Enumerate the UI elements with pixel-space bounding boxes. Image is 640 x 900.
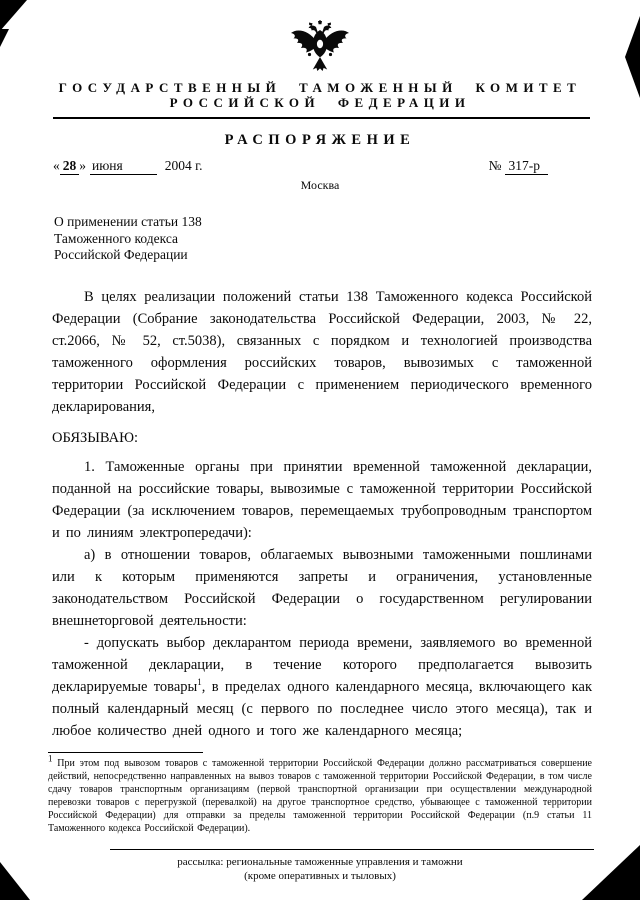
paragraph-dash-text-pre: - допускать выбор декларантом периода времени, заявляемого во временной таможенной декларации, в течение которого предполагается вывозить декларируемые товары xyxy=(52,634,592,695)
date-open-quote: « xyxy=(53,158,60,173)
footnote-body: При этом под вывозом товаров с таможенной территории Российской Федерации должно рассматриваться совершение действий, непосредственно направленных на вывоз товаров с таможенной территории Российской Федерации, в том числе сдачу товаров транспортным организациям (первой транспортной организации при осуществлении международной перевозки товаров с перегрузкой (перевалкой) на другое транспортное средство, убывающее с таможенной территории Российской Федерации) для отправки за пределы таможенной территории Российской Федерации (п.9 статьи 11 Таможенного кодекса Российской Федерации). xyxy=(48,758,592,834)
footnote-block xyxy=(48,752,592,835)
coat-of-arms-icon xyxy=(289,20,351,74)
date-field xyxy=(53,158,203,177)
number-value: 317-р xyxy=(505,158,549,175)
city-label: Москва xyxy=(300,178,340,192)
distribution-line-1: рассылка: региональные таможенные управления и таможни xyxy=(177,856,463,868)
paragraph-dash xyxy=(52,632,592,742)
subject-block xyxy=(54,214,640,264)
document-number xyxy=(489,158,592,177)
date-day: 28 xyxy=(60,158,80,175)
emblem-container xyxy=(0,0,640,74)
distribution-note xyxy=(0,855,640,883)
footnote-rule xyxy=(48,752,203,753)
footer-rule xyxy=(110,849,594,850)
subject-line-1: О применении статьи 138 xyxy=(54,214,202,229)
distribution-line-2: (кроме оперативных и тыловых) xyxy=(244,870,396,882)
date-row xyxy=(53,158,592,177)
footnote-reference: 1 xyxy=(197,676,202,687)
document-body xyxy=(52,286,592,742)
paragraph-item-a: а) в отношении товаров, облагаемых вывозными таможенными пошлинами или к которым применяются запреты и ограничения, установленные законодательством Российской Федерации о государственном регулировании внешнеторговой деятельности: xyxy=(52,546,592,629)
document-title: РАСПОРЯЖЕНИЕ xyxy=(224,132,416,148)
paragraph-item-1: 1. Таможенные органы при принятии временной таможенной декларации, поданной на российские товары, вывозимые с таможенной территории Российской Федерации (за исключением товаров, перемещаемых трубопроводным транспортом и по линиям электропередачи): xyxy=(52,458,592,541)
date-year: 2004 г. xyxy=(164,158,203,173)
org-name-line2: РОССИЙСКОЙ ФЕДЕРАЦИИ xyxy=(169,95,471,110)
subject-line-2: Таможенного кодекса xyxy=(54,230,178,246)
date-month: июня xyxy=(90,158,157,175)
org-name-line1: ГОСУДАРСТВЕННЫЙ ТАМОЖЕННЫЙ КОМИТЕТ xyxy=(58,80,582,95)
number-sign: № xyxy=(488,158,502,173)
org-name xyxy=(0,80,640,110)
header-rule xyxy=(53,117,590,119)
date-close-quote: » xyxy=(79,158,86,173)
subject-line-3: Российской Федерации xyxy=(54,247,188,262)
obligate-word: ОБЯЗЫВАЮ: xyxy=(52,429,139,446)
footnote-marker: 1 xyxy=(48,753,53,764)
paragraph-preamble: В целях реализации положений статьи 138 Таможенного кодекса Российской Федерации (Собрание законодательства Российской Федерации, 2003, № 22, ст.2066, № 52, ст.5038), связанных с порядком и технологией производства таможенного оформления российских товаров, вывозимых с таможенной территории Российской Федерации с применением периодического временного декларирования, xyxy=(52,288,592,415)
paragraph-dash-text-post: , в пределах одного календарного месяца, включающего как полный календарный месяц (с первого по последнее число этого месяца), так и любое количество дней одного и того же календарного месяца; xyxy=(52,678,592,739)
footnote-text xyxy=(48,753,592,835)
